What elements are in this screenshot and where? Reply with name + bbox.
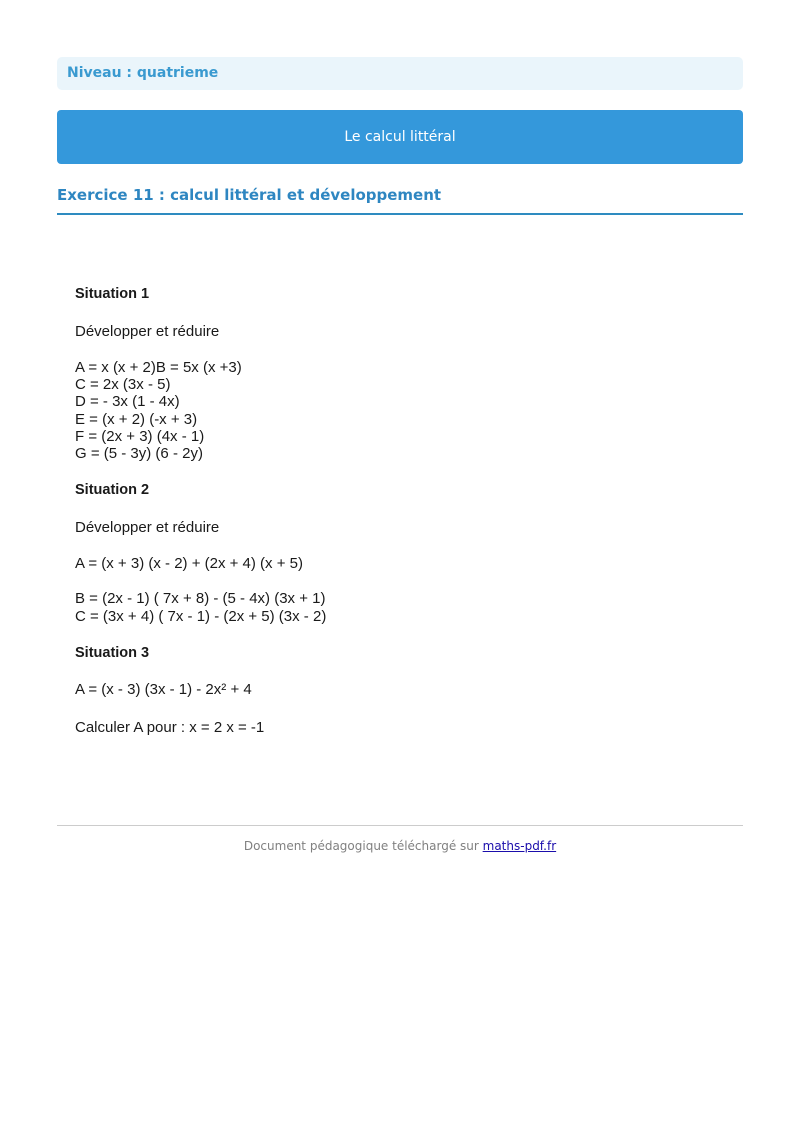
footer-link[interactable]: maths-pdf.fr bbox=[482, 839, 557, 853]
situation-2-title: Situation 2 bbox=[75, 482, 150, 499]
expression-line: D = - 3x (1 - 4x) bbox=[75, 393, 180, 411]
expression-line: A = (x + 3) (x - 2) + (2x + 4) (x + 5) bbox=[75, 555, 303, 573]
expression-line: C = 2x (3x - 5) bbox=[75, 376, 171, 394]
situation-1-instruction: Développer et réduire bbox=[75, 322, 220, 340]
expression-line: A = x (x + 2)B = 5x (x +3) bbox=[75, 359, 242, 376]
chapter-banner: Le calcul littéral bbox=[57, 110, 743, 164]
situation-1-title: Situation 1 bbox=[75, 286, 150, 302]
situation-2-instruction: Développer et réduire bbox=[75, 518, 220, 536]
expression-line: A = (x - 3) (3x - 1) - 2x² + 4 bbox=[75, 681, 252, 699]
exercise-body bbox=[75, 284, 675, 738]
expression-line: G = (5 - 3y) (6 - 2y) bbox=[75, 444, 203, 462]
expression-line: E = (x + 2) (-x + 3) bbox=[75, 410, 198, 428]
level-label: Niveau : quatrieme bbox=[57, 57, 743, 90]
expression-line: B = (2x - 1) ( 7x + 8) - (5 - 4x) (3x + 1) bbox=[75, 590, 326, 608]
expression-line: F = (2x + 3) (4x - 1) bbox=[75, 427, 205, 445]
expression-line: C = (3x + 4) ( 7x - 1) - (2x + 5) (3x - 2) bbox=[75, 607, 327, 625]
situation-3-title: Situation 3 bbox=[75, 644, 150, 661]
footer-text: Document pédagogique téléchargé sur bbox=[243, 839, 483, 853]
exercise-title: Exercice 11 : calcul littéral et développement bbox=[57, 185, 743, 215]
footer bbox=[57, 838, 743, 854]
footer-divider bbox=[57, 825, 743, 826]
situation-3-instruction: Calculer A pour : x = 2 x = -1 bbox=[75, 718, 265, 736]
